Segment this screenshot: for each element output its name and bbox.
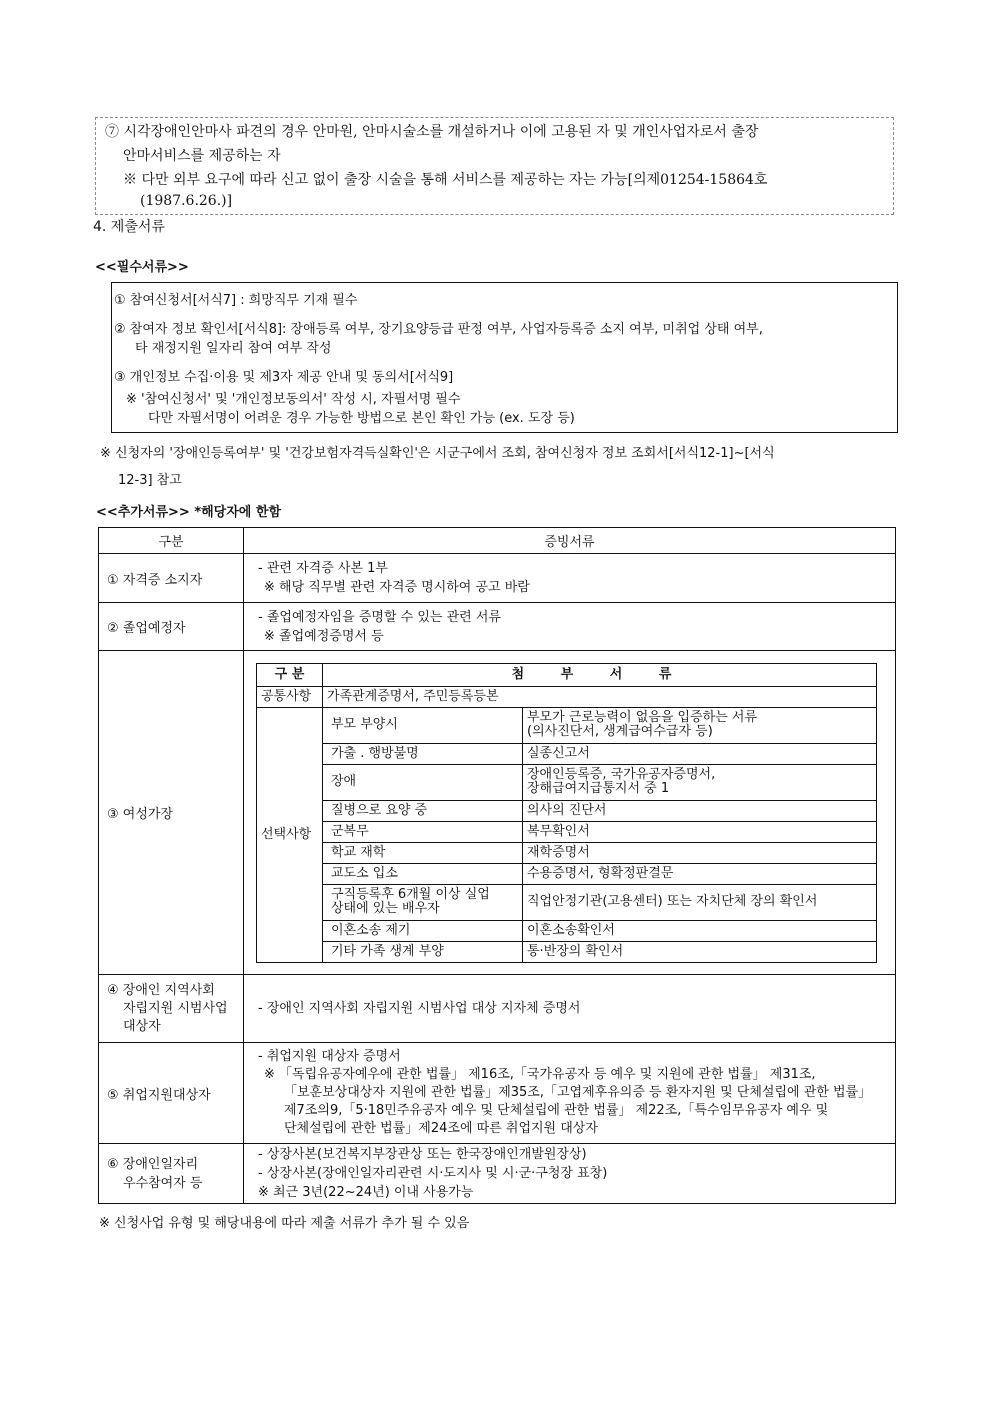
row-6-category-line-1: ⑥ 장애인일자리 [107, 1156, 199, 1172]
case-7: 교도소 입소 [323, 863, 523, 884]
row-5-doc-2: ※ 「독립유공자예우에 관한 법률」 제16조,「국가유공자 등 예우 및 지원에 관한 법률」 제31조, [264, 1067, 816, 1082]
section-title: 4. 제출서류 [93, 219, 165, 235]
row-5-doc-5: 단체설립에 관한 법률」제24조에 따른 취업지원 대상자 [284, 1121, 598, 1136]
additional-docs-heading: <<추가서류>> *해당자에 한함 [96, 505, 282, 520]
row-5-doc-4: 제7조의9,「5·18민주유공자 예우 및 단체설립에 관한 법률」 제22조,「특수임무유공자 예우 및 [284, 1103, 829, 1118]
row-1-docs [244, 554, 896, 603]
case-7-doc: 수용증명서, 형확정판결문 [523, 863, 877, 884]
row-4-category-line-3: 대상자 [123, 1018, 161, 1034]
col-header-category: 구분 [99, 528, 244, 554]
row-1-doc-2: ※ 해당 직무별 관련 자격증 명시하여 공고 바람 [264, 580, 530, 595]
col-header-docs: 증빙서류 [244, 528, 896, 554]
inner-header-docs: 첨 부 서 류 [323, 663, 877, 686]
case-9: 이혼소송 제기 [323, 920, 523, 941]
row-6-doc-2: - 상장사본(장애인일자리관련 시·도지사 및 시·군·구청장 표창) [258, 1166, 608, 1181]
required-item-2-cont: 타 재정지원 일자리 참여 여부 작성 [135, 341, 332, 356]
case-2: 가출 . 행방불명 [323, 743, 523, 764]
row-4-doc: - 장애인 지역사회 자립지원 시범사업 대상 지자체 증명서 [244, 975, 896, 1043]
lookup-note: ※ 신청자의 '장애인등록여부' 및 '건강보험자격득실확인'은 시군구에서 조회, 참여신청자 정보 조회서[서식12-1]~[서식 [100, 446, 775, 461]
row-4-category-line-2: 자립지원 시범사업 [123, 1000, 228, 1016]
additional-docs-table [98, 527, 896, 1204]
required-item-3: ③ 개인정보 수집·이용 및 제3자 제공 안내 및 동의서[서식9] [114, 370, 454, 385]
required-note-1: ※ '참여신청서' 및 '개인정보동의서' 작성 시, 자필서명 필수 [126, 392, 461, 407]
row-2-category: ② 졸업예정자 [99, 603, 244, 651]
exclusion-item-7-cont: 안마서비스를 제공하는 자 [123, 148, 281, 164]
row-1-category: ① 자격증 소지자 [99, 554, 244, 603]
case-8: 구직등록후 6개월 이상 실업 상태에 있는 배우자 [323, 884, 523, 920]
row-6-docs [244, 1144, 896, 1204]
row-5-docs [244, 1043, 896, 1144]
case-1: 부모 부양시 [323, 707, 523, 743]
case-5-doc: 복무확인서 [523, 821, 877, 842]
row-4-category [99, 975, 244, 1043]
select-label: 선택사항 [257, 707, 323, 962]
case-6: 학교 재학 [323, 842, 523, 863]
case-3-doc: 장애인등록증, 국가유공자증명서, 장해급여지급통지서 중 1 [523, 764, 877, 800]
row-6-doc-3: ※ 최근 3년(22~24년) 이내 사용가능 [258, 1185, 474, 1200]
row-6-doc-1: - 상장사본(보건복지부장관상 또는 한국장애인개발원장상) [258, 1147, 587, 1162]
case-8-doc: 직업안정기관(고용센터) 또는 자치단체 장의 확인서 [523, 884, 877, 920]
row-4-category-line-1: ④ 장애인 지역사회 [107, 982, 215, 998]
case-6-doc: 재학증명서 [523, 842, 877, 863]
lookup-note-cont: 12-3] 참고 [118, 473, 182, 488]
row-2-doc-1: - 졸업예정자임을 증명할 수 있는 관련 서류 [258, 609, 501, 625]
exclusion-note: ※ 다만 외부 요구에 따라 신고 없이 출장 시술을 통해 서비스를 제공하는 자는 가능[의제01254-15864호 [123, 172, 768, 188]
common-label: 공통사항 [257, 686, 323, 707]
required-item-2: ② 참여자 정보 확인서[서식8]: 장애등록 여부, 장기요양등급 판정 여부, 사업자등록증 소지 여부, 미취업 상태 여부, [114, 322, 763, 337]
case-5: 군복무 [323, 821, 523, 842]
row-1-doc-1: - 관련 자격증 사본 1부 [258, 561, 388, 576]
case-10: 기타 가족 생계 부양 [323, 941, 523, 962]
row-2-docs [244, 603, 896, 651]
required-item-1: ① 참여신청서[서식7] : 희망직무 기재 필수 [114, 293, 358, 308]
case-3: 장애 [323, 764, 523, 800]
common-docs: 가족관계증명서, 주민등록등본 [323, 686, 877, 707]
row-5-doc-3: 「보훈보상대상자 지원에 관한 법률」제35조,「고엽제후유의증 등 환자지원 및 단체설립에 관한 법률」 [284, 1085, 872, 1100]
row-6-category [99, 1144, 244, 1204]
inner-header-category: 구 분 [257, 663, 323, 686]
row-3-category: ③ 여성가장 [99, 651, 244, 975]
case-2-doc: 실종신고서 [523, 743, 877, 764]
exclusion-note-cont: (1987.6.26.)] [140, 193, 233, 209]
exclusion-item-7: ⑦ 시각장애인안마사 파견의 경우 안마원, 안마시술소를 개설하거나 이에 고용된 자 및 개인사업자로서 출장 [105, 124, 759, 140]
row-6-category-line-2: 우수참여자 등 [123, 1175, 203, 1191]
case-1-doc: 부모가 근로능력이 없음을 입증하는 서류 (의사진단서, 생계급여수급자 등) [523, 707, 877, 743]
row-5-doc-1: - 취업지원 대상자 증명서 [258, 1049, 401, 1064]
case-10-doc: 통·반장의 확인서 [523, 941, 877, 962]
case-9-doc: 이혼소송확인서 [523, 920, 877, 941]
row-3-docs [244, 651, 896, 975]
female-head-docs-table [256, 663, 877, 963]
case-4: 질병으로 요양 중 [323, 800, 523, 821]
required-note-2: 다만 자필서명이 어려운 경우 가능한 방법으로 본인 확인 가능 (ex. 도장 등) [148, 411, 575, 426]
required-docs-heading: <<필수서류>> [95, 260, 189, 275]
case-4-doc: 의사의 진단서 [523, 800, 877, 821]
footer-note: ※ 신청사업 유형 및 해당내용에 따라 제출 서류가 추가 될 수 있음 [99, 1216, 470, 1231]
row-2-doc-2: ※ 졸업예정증명서 등 [264, 628, 384, 644]
row-5-category: ⑤ 취업지원대상자 [99, 1043, 244, 1144]
